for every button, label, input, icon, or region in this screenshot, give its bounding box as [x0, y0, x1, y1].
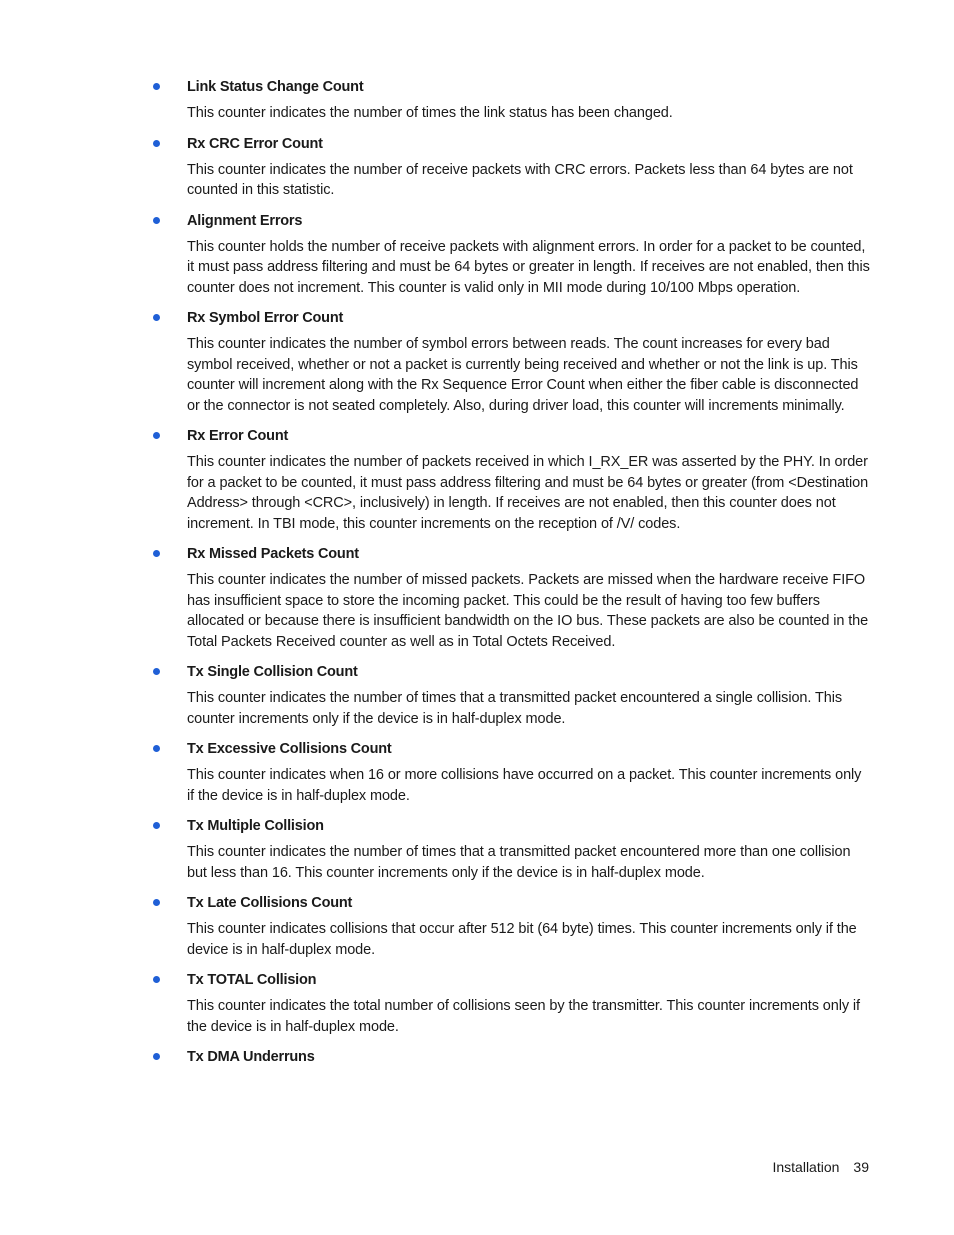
bullet-icon: [153, 83, 160, 90]
bullet-icon: [153, 745, 160, 752]
item-title: Link Status Change Count: [187, 79, 364, 95]
list-item: [151, 76, 871, 124]
item-description: This counter indicates the number of times that a transmitted packet encountered a single collision. This counter increments only if the device is in half-duplex mode.: [187, 690, 842, 727]
list-item: [151, 969, 871, 1037]
page-number: 39: [853, 1159, 869, 1175]
item-description: This counter indicates the number of packets received in which I_RX_ER was asserted by the PHY. In order for a packet to be counted, it must pass address filtering and must be 64 bytes or greater (from <Destination Address> through <CRC>, inclusively) in length. If receives are not enabled, then this counter does not increment. In TBI mode, this counter increments on the reception of /V/ codes.: [187, 454, 869, 532]
item-title: Tx TOTAL Collision: [187, 972, 317, 988]
item-title: Rx Error Count: [187, 428, 289, 444]
item-title: Tx DMA Underruns: [187, 1049, 315, 1065]
list-item: [151, 425, 871, 534]
item-description: This counter indicates the number of times the link status has been changed.: [187, 105, 673, 121]
bullet-icon: [153, 217, 160, 224]
list-item: [151, 892, 871, 960]
bullet-icon: [153, 899, 160, 906]
item-description: This counter indicates the total number of collisions seen by the transmitter. This counter increments only if the device is in half-duplex mode.: [187, 998, 860, 1035]
bullet-icon: [153, 140, 160, 147]
list-item: [151, 738, 871, 806]
list-item: [151, 133, 871, 201]
list-item: [151, 815, 871, 883]
bullet-icon: [153, 976, 160, 983]
item-title: Rx Missed Packets Count: [187, 546, 359, 562]
item-title: Tx Late Collisions Count: [187, 895, 353, 911]
list-item: [151, 1046, 871, 1068]
item-title: Rx CRC Error Count: [187, 135, 323, 152]
item-description: This counter holds the number of receive packets with alignment errors. In order for a packet to be counted, it must pass address filtering and must be 64 bytes or greater in length. If receives are not enabled, then this counter does not increment. This counter is valid only in MII mode during 10/100 Mbps operation.: [187, 238, 870, 296]
bullet-icon: [153, 314, 160, 321]
bullet-icon: [153, 1053, 160, 1060]
item-description: This counter indicates the number of receive packets with CRC errors. Packets less than 64 bytes are not counted in this statistic.: [187, 161, 853, 198]
list-item: [151, 661, 871, 729]
item-description: This counter indicates when 16 or more collisions have occurred on a packet. This counter increments only if the device is in half-duplex mode.: [187, 767, 862, 804]
footer-section-name: Installation: [772, 1159, 840, 1175]
list-item: [151, 307, 871, 416]
bullet-icon: [153, 668, 160, 675]
item-description: This counter indicates the number of missed packets. Packets are missed when the hardware receive FIFO has insufficient space to store the incoming packet. This could be the result of having too few buffers allocated or because there is insufficient bandwidth on the IO bus. These packets are also be counted in the Total Packets Received counter as well as in Total Octets Received.: [187, 572, 869, 650]
list-item: [151, 210, 871, 299]
page-footer: [772, 1157, 869, 1177]
item-description: This counter indicates the number of symbol errors between reads. The count increases for every bad symbol received, whether or not a packet is currently being received and whether or not the link is up. This counter will increment along with the Rx Sequence Error Count when either the fiber cable is disconnected or the connector is not seated completely. Also, during driver load, this counter will increments minimally.: [187, 336, 859, 414]
counter-list: [151, 76, 871, 1077]
bullet-icon: [153, 432, 160, 439]
list-item: [151, 543, 871, 652]
bullet-icon: [153, 550, 160, 557]
bullet-icon: [153, 822, 160, 829]
item-title: Alignment Errors: [187, 212, 303, 229]
item-description: This counter indicates the number of times that a transmitted packet encountered more than one collision but less than 16. This counter increments only if the device is in half-duplex mode.: [187, 844, 851, 881]
item-title: Tx Single Collision Count: [187, 664, 358, 680]
item-title: Rx Symbol Error Count: [187, 310, 344, 326]
item-title: Tx Excessive Collisions Count: [187, 741, 392, 757]
item-title: Tx Multiple Collision: [187, 818, 324, 834]
item-description: This counter indicates collisions that occur after 512 bit (64 byte) times. This counter increments only if the device is in half-duplex mode.: [187, 921, 857, 958]
